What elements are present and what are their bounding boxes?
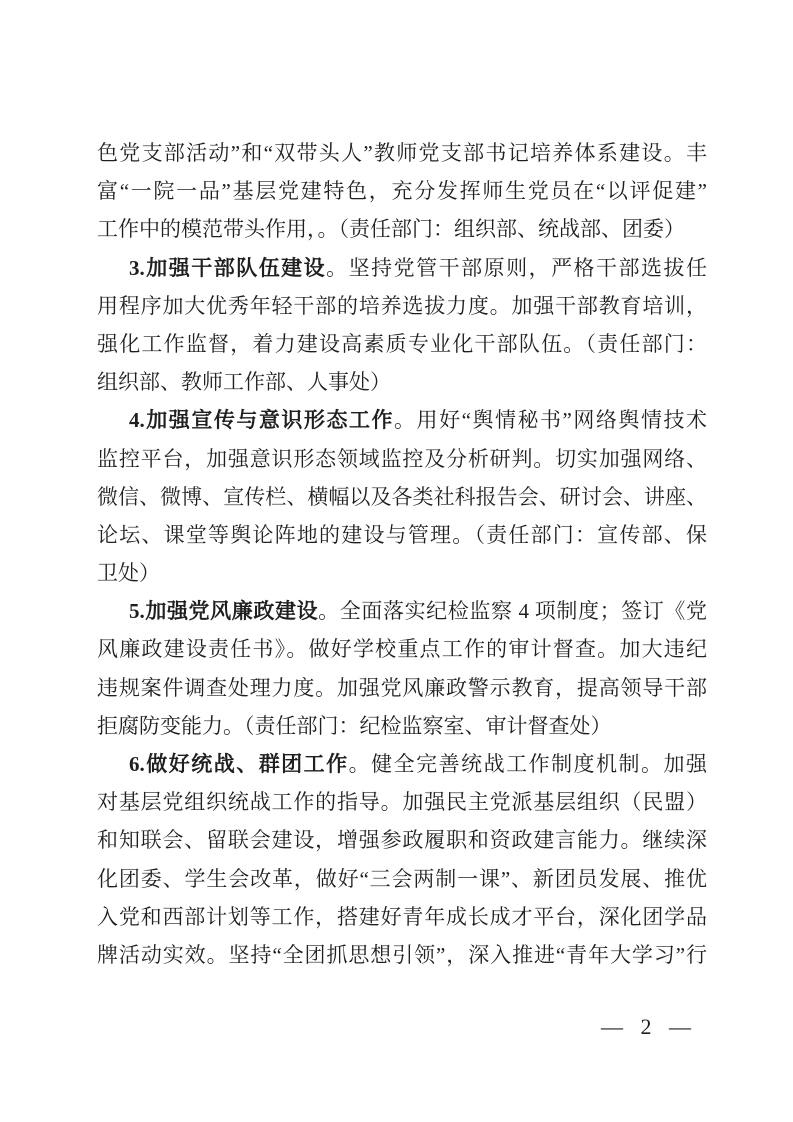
body-text: 色党支部活动”和“双带头人”教师党支部书记培养体系建设。丰: [97, 141, 707, 165]
body-text: 强化工作监督，着力建设高素质专业化干部队伍。（责任部门：: [97, 331, 707, 356]
section-heading: 6.做好统战、群团工作: [129, 752, 349, 776]
text-line: [97, 478, 707, 516]
section-heading: 5.加强党风廉政建设: [129, 599, 319, 624]
text-block: [97, 134, 707, 974]
text-line: [97, 669, 707, 707]
body-text: 和知联会、留联会建设，增强参政履职和资政建言能力。继续深: [97, 828, 707, 853]
body-text: 卫处）: [97, 561, 160, 586]
body-text: 。用好“舆情秘书”网络舆情技术: [394, 408, 707, 433]
body-text: 论坛、课堂等舆论阵地的建设与管理。（责任部门：宣传部、保: [97, 522, 707, 547]
text-line: [97, 287, 707, 325]
body-text: 富“一院一品”基层党建特色，充分发挥师生党员在“以评促建”: [97, 179, 707, 204]
section-heading: 3.加强干部队伍建设: [129, 255, 327, 280]
text-line: [97, 516, 707, 554]
body-text: 风廉政建设责任书》。做好学校重点工作的审计督查。加大违纪: [97, 637, 707, 662]
text-line: [97, 249, 707, 287]
body-text: 工作中的模范带头作用，。（责任部门：组织部、统战部、团委）: [97, 217, 685, 242]
text-line: [97, 821, 707, 859]
text-line: [97, 554, 707, 592]
body-text: 。健全完善统战工作制度机制。加强: [348, 752, 708, 776]
body-text: 微信、微博、宣传栏、横幅以及各类社科报告会、研讨会、讲座、: [97, 484, 707, 509]
page-number: — 2 —: [601, 1014, 692, 1039]
body-text: 。坚持党管干部原则，严格干部选拔任: [326, 255, 708, 280]
body-text: 监控平台，加强意识形态领域监控及分析研判。切实加强网络、: [97, 446, 707, 471]
text-line: [97, 440, 707, 478]
body-text: 组织部、教师工作部、人事处）: [97, 370, 391, 395]
text-line: [97, 860, 707, 898]
body-text: 牌活动实效。坚持“全团抓思想引领”，深入推进“青年大学习”行: [97, 942, 707, 967]
text-line: [97, 363, 707, 401]
section-heading: 4.加强宣传与意识形态工作: [129, 408, 395, 433]
text-line: [97, 936, 707, 974]
text-line: [97, 783, 707, 821]
body-text: 化团委、学生会改革，做好“三会两制一课”、新团员发展、推优: [97, 866, 707, 891]
text-line: [97, 134, 707, 172]
text-line: [97, 172, 707, 210]
body-text: 对基层党组织统战工作的指导。加强民主党派基层组织（民盟）: [97, 790, 707, 815]
body-text: 拒腐防变能力。（责任部门：纪检监察室、审计督查处）: [97, 713, 612, 738]
text-line: [97, 898, 707, 936]
text-line: [97, 707, 707, 745]
text-line: [97, 630, 707, 668]
body-text: 违规案件调查处理力度。加强党风廉政警示教育，提高领导干部: [97, 675, 707, 700]
text-line: [97, 401, 707, 439]
text-line: [97, 210, 707, 248]
body-text: 入党和西部计划等工作，搭建好青年成长成才平台，深化团学品: [97, 904, 707, 929]
text-line: [97, 325, 707, 363]
text-line: [97, 745, 707, 783]
body-text: 。全面落实纪检监察 4 项制度；签订《党: [318, 599, 708, 624]
body-text: 用程序加大优秀年轻干部的培养选拔力度。加强干部教育培训，: [97, 293, 707, 318]
text-line: [97, 592, 707, 630]
